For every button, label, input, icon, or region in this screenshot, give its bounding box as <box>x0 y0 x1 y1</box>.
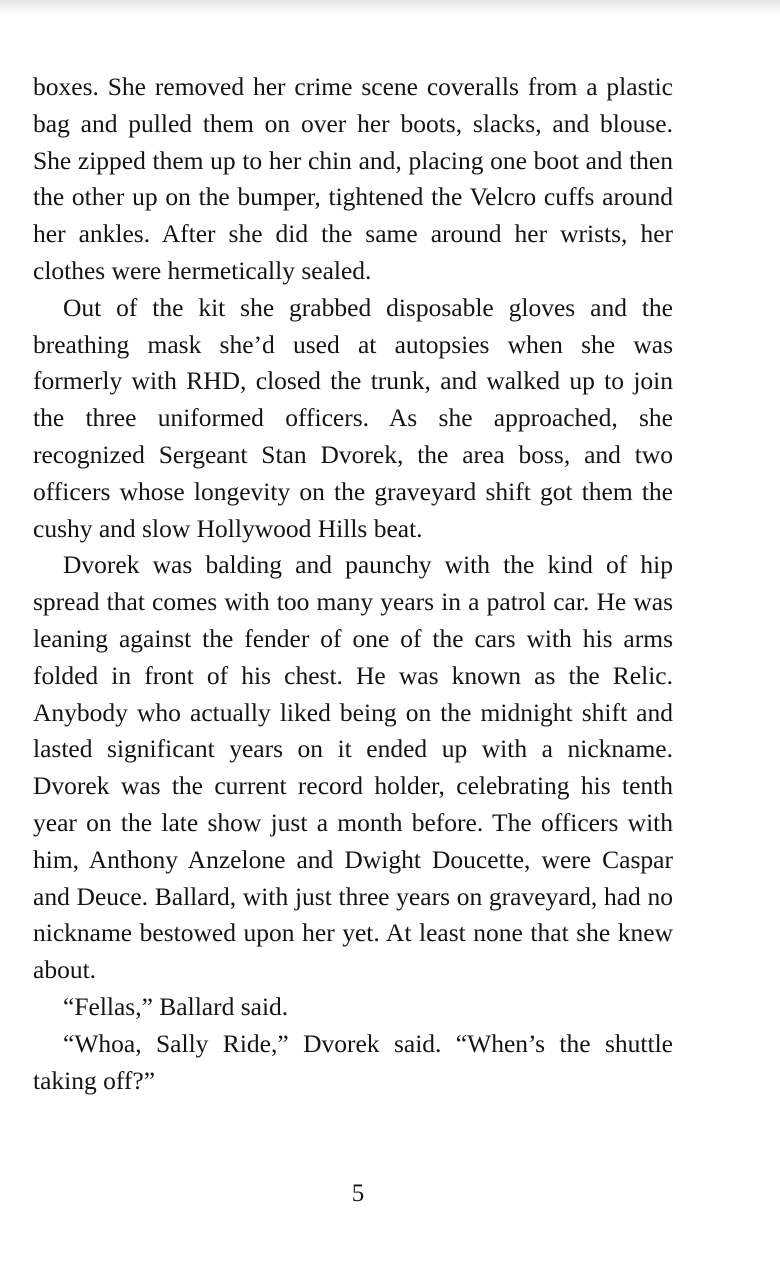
page-body-text <box>33 69 673 1099</box>
paragraph-3: Dvorek was balding and paunchy with the kind of hip spread that comes with too many years in a patrol car. He was leaning against the fender of one of the cars with his arms folded in front of his chest. He was known as the Relic. Anybody who actually liked being on the midnight shift and lasted significant years on it ended up with a nickname. Dvorek was the current record holder, celebrating his tenth year on the late show just a month before. The officers with him, Anthony Anzelone and Dwight Doucette, were Caspar and Deuce. Ballard, with just three years on graveyard, had no nickname bestowed upon her yet. At least none that she knew about. <box>33 550 673 985</box>
page-number: 5 <box>351 1180 365 1207</box>
page-top-shadow <box>0 0 780 14</box>
paragraph-2: Out of the kit she grabbed disposable gloves and the breathing mask she’d used at autopsies when she was formerly with RHD, closed the trunk, and walked up to join the three uniformed officers. As she approached, she recognized Sergeant Stan Dvorek, the area boss, and two officers whose longevity on the graveyard shift got them the cushy and slow Hollywood Hills beat. <box>33 292 673 543</box>
paragraph-4: “Fellas,” Ballard said. <box>63 991 289 1021</box>
paragraph-1: boxes. She removed her crime scene coveralls from a plastic bag and pulled them on over her boots, slacks, and blouse. She zipped them up to her chin and, placing one boot and then the other up on the bumper, tightened the Velcro cuffs around her ankles. After she did the same around her wrists, her clothes were hermetically sealed. <box>33 72 673 285</box>
paragraph-5: “Whoa, Sally Ride,” Dvorek said. “When’s the shuttle taking off?” <box>33 1028 673 1095</box>
